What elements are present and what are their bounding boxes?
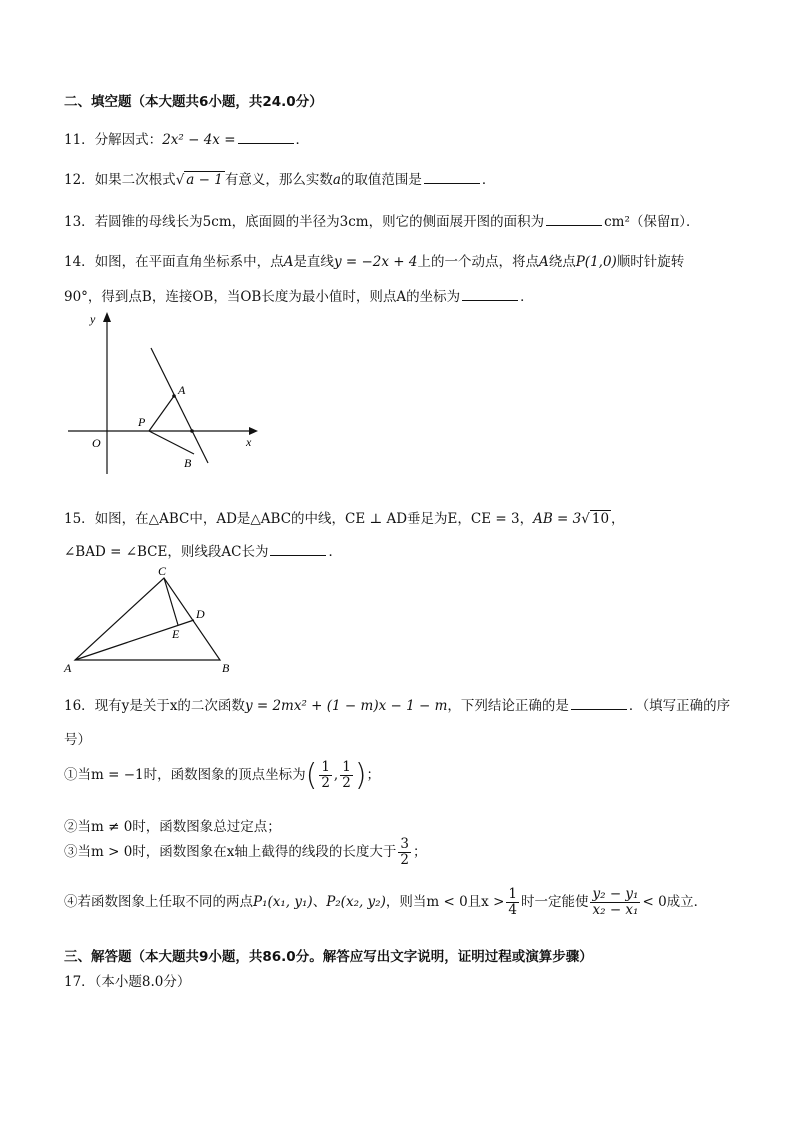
q15-end: ．: [328, 544, 342, 560]
question-16-line-2: [64, 728, 91, 748]
q16-option-3: [64, 837, 427, 868]
q16-number: 16．: [64, 698, 95, 714]
q14-text-5: 顺时针旋转: [616, 254, 685, 270]
q12-text-3: 的取值范围是: [340, 172, 422, 188]
opt1-text: ①当m = −1时，函数图象的顶点坐标为: [64, 767, 306, 783]
opt4-text-2: ，则当m < 0且x >: [385, 894, 505, 910]
q11-number: 11．: [64, 132, 95, 148]
opt3-text: ③当m > 0时，函数图象在x轴上截得的线段的长度大于: [64, 844, 397, 860]
opt1-sep: ,: [333, 767, 339, 783]
q14-answer-blank[interactable]: [462, 288, 518, 301]
q16-text-1: 现有y是关于x的二次函数: [94, 698, 245, 714]
question-14-line-1: [64, 250, 684, 270]
fig14-b-label: B: [184, 456, 192, 470]
q14-text-4: 绕点: [548, 254, 576, 270]
question-14-line-2: [64, 285, 534, 305]
opt3-end: ；: [413, 844, 427, 860]
fig15-e-label: E: [172, 627, 180, 641]
sqrt-icon: √: [175, 172, 185, 188]
segment-pa: [149, 396, 174, 431]
opt1-frac-2: [340, 760, 353, 791]
opt1-frac-1: [319, 760, 332, 791]
opt4-f-den: 4: [508, 902, 517, 918]
opt4-text-1: ④若函数图象上任取不同的两点: [64, 894, 253, 910]
q12-number: 12．: [64, 172, 95, 188]
y-axis-arrow-icon: [103, 312, 111, 322]
fig15-b-label: B: [222, 661, 230, 675]
sqrt-icon: √: [581, 511, 590, 527]
question-15-line-1: [64, 507, 625, 527]
q15-figure: [60, 562, 250, 677]
fig14-a-label: A: [178, 383, 186, 397]
q14-point-a-2: A: [538, 254, 549, 270]
q14-end: ．: [520, 289, 534, 305]
opt4-g-num: y₂ − y₁: [592, 886, 639, 902]
q15-number: 15．: [64, 511, 95, 527]
q12-radicand: a − 1: [186, 172, 223, 188]
opt1-f2-den: 2: [342, 775, 351, 791]
section-2-title: 二、填空题（本大题共6小题，共24.0分）: [64, 94, 323, 110]
q14-text-1: 如图，在平面直角坐标系中，点: [94, 254, 284, 270]
q15-answer-blank[interactable]: [270, 543, 326, 556]
fig14-o-label: O: [92, 436, 101, 450]
q14-point-p: P(1,0): [575, 254, 617, 270]
q15-text-1: 如图，在△ABC中，AD是△ABC的中线，CE ⊥ AD垂足为E，CE = 3，: [94, 511, 534, 527]
question-16-line-1: [64, 694, 730, 714]
right-paren-icon: ): [354, 758, 367, 793]
q13-number: 13．: [64, 214, 95, 230]
q15-ab-radicand: 10: [591, 511, 610, 527]
q13-unit: cm²: [604, 214, 630, 230]
q12-text-2: 有意义，那么实数: [224, 172, 333, 188]
opt1-end: ；: [366, 767, 381, 783]
opt4-frac-1: [506, 887, 519, 918]
question-17: 17．（本小题8.0分）: [64, 974, 191, 990]
x-axis-arrow-icon: [249, 427, 258, 435]
intersection-dot: [190, 429, 194, 433]
q14-line-equation: y = −2x + 4: [333, 254, 418, 270]
opt4-sep: 、: [312, 894, 327, 910]
opt1-f1-den: 2: [321, 775, 330, 791]
fig15-c-label: C: [158, 564, 167, 578]
q15-comma: ，: [611, 511, 625, 527]
question-15-line-2: [64, 540, 342, 560]
point-a-dot: [172, 394, 176, 398]
opt1-f1-num: 1: [321, 759, 330, 775]
opt4-f-num: 1: [508, 886, 517, 902]
opt4-p1: P₁(x₁, y₁): [253, 894, 313, 910]
opt4-p2: P₂(x₂, y₂): [326, 894, 386, 910]
question-13: [64, 210, 700, 230]
fig15-d-label: D: [196, 607, 205, 621]
q11-end: ．: [295, 132, 310, 148]
opt3-num: 3: [400, 836, 409, 852]
q15-ab: AB = 3: [533, 511, 582, 527]
segment-ce: [164, 578, 178, 625]
q13-answer-blank[interactable]: [546, 213, 602, 226]
opt1-f2-num: 1: [342, 759, 351, 775]
opt3-frac: [398, 837, 411, 868]
q16-text-3: ．（填写正确的序: [628, 698, 731, 714]
fig14-x-label: x: [246, 435, 252, 449]
segment-pb: [149, 431, 194, 454]
q14-figure: [60, 306, 270, 481]
opt4-frac-2: [590, 887, 640, 918]
q16-text-4: 号）: [64, 732, 91, 748]
opt3-den: 2: [400, 852, 409, 868]
q12-answer-blank[interactable]: [424, 171, 480, 184]
q14-point-a: A: [283, 254, 294, 270]
q16-text-2: ，下列结论正确的是: [447, 698, 569, 714]
q16-answer-blank[interactable]: [571, 697, 627, 710]
q12-variable: a: [332, 172, 341, 188]
q13-text: 若圆锥的母线长为5cm，底面圆的半径为3cm，则它的侧面展开图的面积为: [94, 214, 545, 230]
opt4-g-den: x₂ − x₁: [592, 902, 639, 918]
q11-expression: 2x² − 4x =: [162, 132, 236, 148]
opt4-end: < 0成立．: [642, 894, 708, 910]
question-12: [64, 168, 495, 188]
fig14-y-label: y: [90, 312, 96, 326]
question-11: [64, 128, 309, 148]
q14-number: 14．: [64, 254, 95, 270]
q16-option-4: [64, 887, 707, 918]
q15-text-2: ∠BAD = ∠BCE，则线段AC长为: [64, 544, 269, 560]
q16-function: y = 2mx² + (1 − m)x − 1 − m: [244, 698, 448, 714]
fig15-a-label: A: [64, 661, 72, 675]
q16-option-2: ②当m ≠ 0时，函数图象总过定点；: [64, 819, 281, 835]
q14-text-6: 90°，得到点B，连接OB，当OB长度为最小值时，则点A的坐标为: [64, 289, 461, 305]
q12-text-1: 如果二次根式: [94, 172, 176, 188]
q12-end: ．: [481, 172, 496, 188]
line-y-neg2x-plus4: [151, 348, 208, 463]
q14-text-3: 上的一个动点，将点: [417, 254, 539, 270]
q11-text: 分解因式：: [94, 132, 163, 148]
section-3-title: 三、解答题（本大题共9小题，共86.0分。解答应写出文字说明，证明过程或演算步骤）: [64, 949, 593, 965]
q14-text-2: 是直线: [293, 254, 334, 270]
fig14-p-label: P: [138, 415, 146, 429]
opt4-text-3: 时一定能使: [520, 894, 589, 910]
q16-option-1: [64, 758, 380, 793]
q11-answer-blank[interactable]: [238, 131, 294, 144]
q13-tail: （保留π）．: [629, 214, 700, 230]
left-paren-icon: (: [305, 758, 318, 793]
